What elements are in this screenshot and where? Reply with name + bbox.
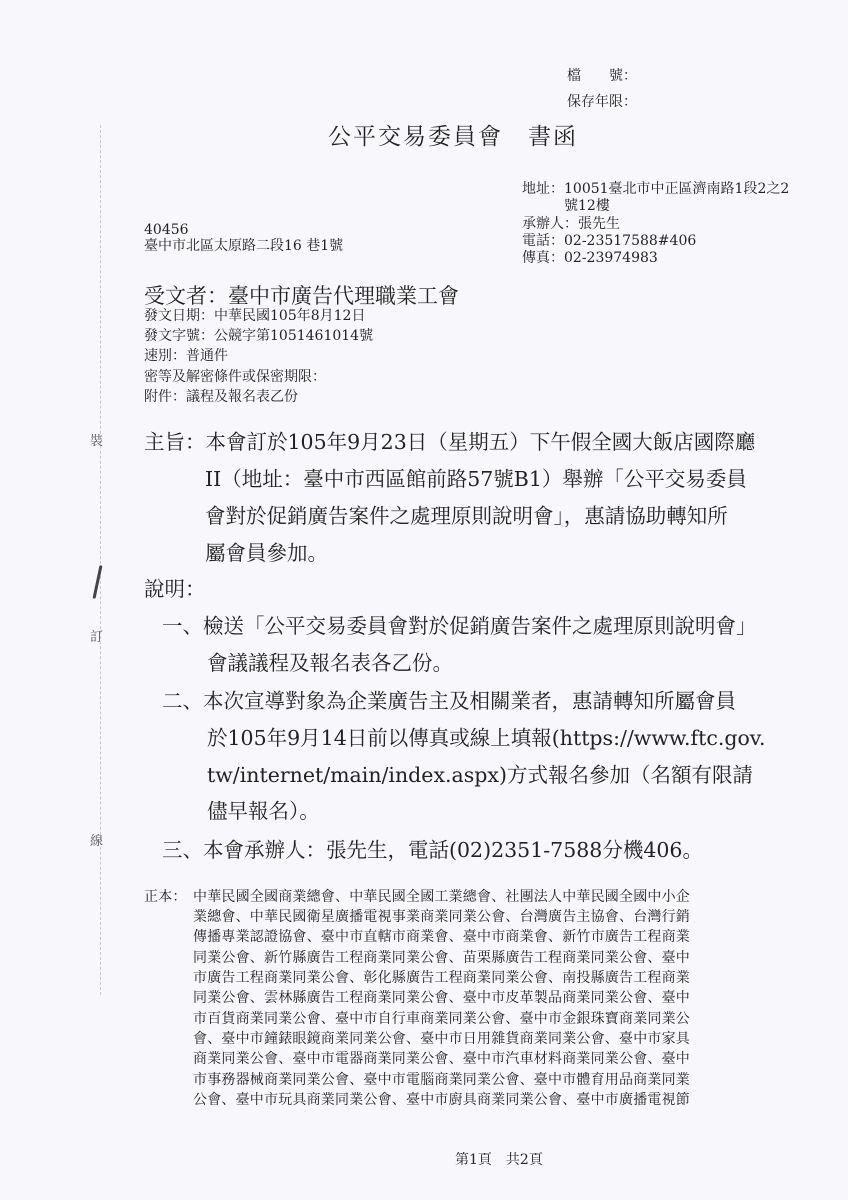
subject-line: 主旨：本會訂於105年9月23日（星期五）下午假全國大飯店國際廳 (144, 430, 756, 454)
cc-line: 市百貨商業同業公會、臺中市自行車商業同業公會、臺中市金銀珠寶商業同業公 (193, 1011, 690, 1027)
subject-line: 屬會員參加。 (205, 541, 328, 565)
cc-line: 傳播專業認證協會、臺中市直轄市商業會、臺中市商業會、新竹市廣告工程商業 (193, 929, 690, 945)
cc-line: 商業同業公會、臺中市電器商業同業公會、臺中市汽車材料商業同業公會、臺中 (193, 1051, 690, 1067)
cc-line: 同業公會、新竹縣廣告工程商業同業公會、苗栗縣廣告工程商業同業公會、臺中 (193, 950, 690, 966)
explanation-item-line: 會議議程及報名表各乙份。 (207, 651, 453, 675)
explanation-item-line: 儘早報名）。 (207, 799, 320, 823)
sender-address-line2: 號12樓 (564, 198, 610, 214)
explanation-heading: 說明： (144, 577, 206, 601)
document-title: 公平交易委員會 書函 (328, 124, 578, 150)
cc-line: 市事務器械商業同業公會、臺中市電腦商業同業公會、臺中市體育用品商業同業 (193, 1072, 690, 1088)
sender-phone: 電話：02-23517588#406 (522, 233, 697, 249)
cc-line: 中華民國全國商業總會、中華民國全國工業總會、社團法人中華民國全國中小企 (193, 889, 690, 905)
postal-code: 40456 (144, 222, 189, 238)
attachment: 附件：議程及報名表乙份 (144, 389, 298, 405)
speed-class: 速別：普通件 (144, 348, 228, 364)
file-number-label: 檔 號： (567, 68, 637, 84)
page-number: 第1頁 共2頁 (455, 1152, 543, 1168)
pen-stroke (92, 565, 102, 599)
cc-label: 正本： (144, 889, 187, 905)
binding-mark-xian: 線 (90, 834, 104, 849)
subject-line: 會對於促銷廣告案件之處理原則說明會」，惠請協助轉知所 (205, 504, 728, 528)
cc-line: 會、臺中市鐘錶眼鏡商業同業公會、臺中市日用雜貨商業同業公會、臺中市家具 (193, 1031, 690, 1047)
sender-address-line1: 地址：10051臺北市中正區濟南路1段2之2 (522, 181, 790, 197)
receiver-address: 臺中市北區太原路二段16 巷1號 (144, 238, 344, 254)
issue-date: 發文日期：中華民國105年8月12日 (144, 308, 366, 324)
explanation-item-line: 一、檢送「公平交易委員會對於促銷廣告案件之處理原則說明會」 (162, 614, 757, 638)
retention-label: 保存年限： (567, 94, 637, 110)
recipient: 受文者：臺中市廣告代理職業工會 (144, 284, 459, 308)
binding-mark-zhuang: 裝 (90, 434, 104, 449)
explanation-item-line: tw/internet/main/index.aspx)方式報名參加（名額有限請 (207, 763, 753, 787)
subject-line: II（地址：臺中市西區館前路57號B1）舉辦「公平交易委員 (205, 467, 747, 491)
document-number: 發文字號：公競字第1051461014號 (144, 328, 374, 344)
cc-line: 同業公會、雲林縣廣告工程商業同業公會、臺中市皮革製品商業同業公會、臺中 (193, 990, 690, 1006)
explanation-item-line: 於105年9月14日前以傳真或線上填報(https://www.ftc.gov. (207, 726, 766, 750)
sender-fax: 傳真：02-23974983 (522, 250, 658, 266)
binding-mark-ding: 訂 (90, 630, 104, 645)
security-level: 密等及解密條件或保密期限： (144, 369, 326, 385)
binding-line (100, 125, 101, 995)
sender-contact: 承辦人：張先生 (522, 216, 620, 232)
explanation-item-line: 二、本次宣導對象為企業廣告主及相關業者，惠請轉知所屬會員 (162, 689, 736, 713)
cc-line: 市廣告工程商業同業公會、彰化縣廣告工程商業同業公會、南投縣廣告工程商業 (193, 970, 690, 986)
explanation-item-line: 三、本會承辦人：張先生，電話(02)2351-7588分機406。 (162, 838, 703, 862)
cc-line: 業總會、中華民國衛星廣播電視事業商業同業公會、台灣廣告主協會、台灣行銷 (193, 909, 690, 925)
cc-line: 公會、臺中市玩具商業同業公會、臺中市廚具商業同業公會、臺中市廣播電視節 (193, 1092, 690, 1108)
